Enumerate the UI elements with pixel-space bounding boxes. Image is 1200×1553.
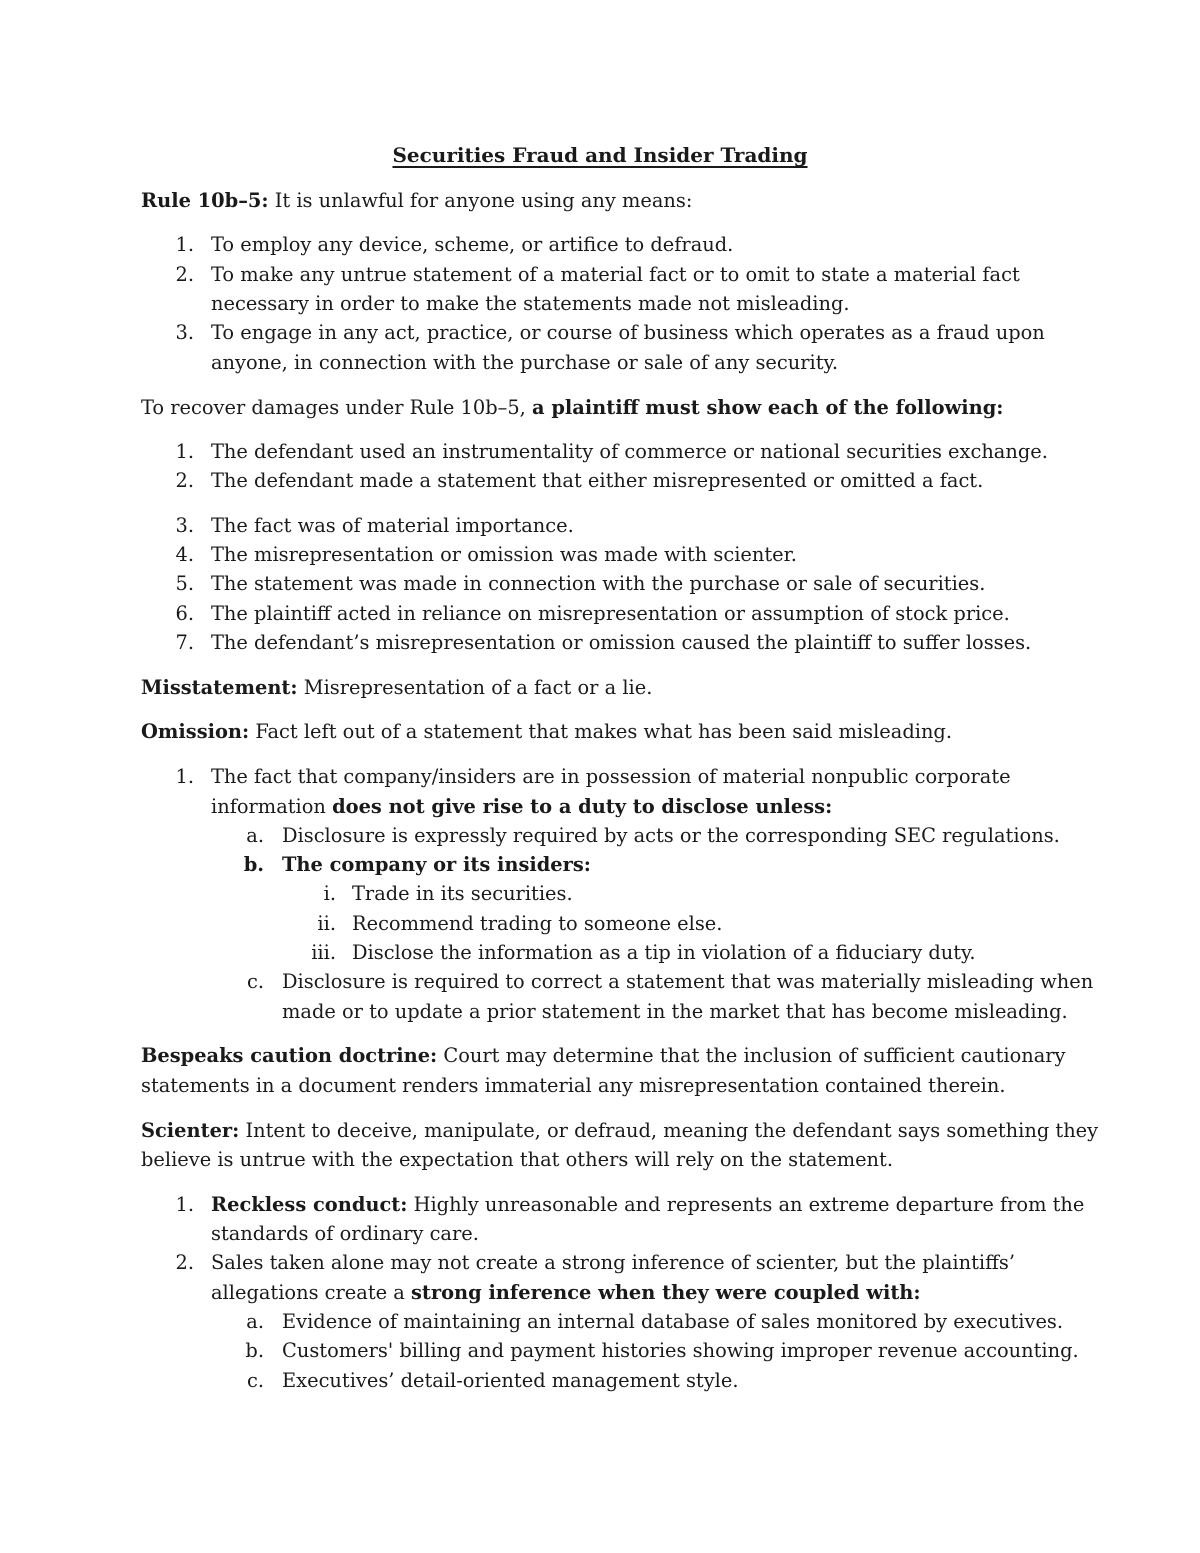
list-item: The misrepresentation or omission was made with scienter. xyxy=(211,543,797,566)
omission-text: Fact left out of a statement that makes what has been said misleading. xyxy=(249,720,953,743)
sub-list-item: Disclosure is expressly required by acts or the corresponding SEC regulations. xyxy=(282,824,1060,847)
recover-paragraph xyxy=(141,395,1003,421)
list-number: 5. xyxy=(175,572,194,595)
sub-list-letter: b. xyxy=(245,1339,264,1362)
list-number: 1. xyxy=(175,1193,194,1216)
misstatement-definition xyxy=(141,675,652,701)
list-item: The defendant’s misrepresentation or omission caused the plaintiff to suffer losses. xyxy=(211,631,1032,654)
rule-text: It is unlawful for anyone using any means: xyxy=(268,189,693,212)
allegations-bold: strong inference when they were coupled with: xyxy=(411,1281,921,1304)
list-item-continuation xyxy=(211,794,832,820)
sub-list-letter: a. xyxy=(246,824,264,847)
list-item-continuation: necessary in order to make the statements made not misleading. xyxy=(211,292,850,315)
list-item: The plaintiff acted in reliance on misrepresentation or assumption of stock price. xyxy=(211,602,1010,625)
list-number: 3. xyxy=(175,321,194,344)
list-item xyxy=(211,1192,1084,1218)
scienter-text: Intent to deceive, manipulate, or defraud, meaning the defendant says something they xyxy=(239,1119,1099,1142)
recover-bold: a plaintiff must show each of the following: xyxy=(532,396,1004,419)
sub-list-item: Evidence of maintaining an internal database of sales monitored by executives. xyxy=(282,1310,1064,1333)
list-item-continuation: standards of ordinary care. xyxy=(211,1222,479,1245)
rule-heading xyxy=(141,188,692,214)
omission-item-bold: does not give rise to a duty to disclose unless: xyxy=(332,795,833,818)
roman-list-item: Trade in its securities. xyxy=(352,882,573,905)
list-item: To make any untrue statement of a material fact or to omit to state a material fact xyxy=(211,263,1020,286)
recover-text: To recover damages under Rule 10b–5, xyxy=(141,396,533,419)
list-item: The defendant made a statement that either misrepresented or omitted a fact. xyxy=(211,469,984,492)
omission-definition xyxy=(141,719,952,745)
scienter-label: Scienter: xyxy=(141,1119,240,1142)
sub-list-letter: b. xyxy=(243,853,264,876)
list-number: 3. xyxy=(175,514,194,537)
sub-list-item: Executives’ detail-oriented management style. xyxy=(282,1369,739,1392)
sub-list-letter: a. xyxy=(246,1310,264,1333)
roman-list-item: Disclose the information as a tip in violation of a fiduciary duty. xyxy=(352,941,976,964)
misstatement-label: Misstatement: xyxy=(141,676,298,699)
reckless-text: Highly unreasonable and represents an extreme departure from the xyxy=(407,1193,1085,1216)
scienter-continuation: believe is untrue with the expectation that others will rely on the statement. xyxy=(141,1148,894,1171)
list-item: The fact was of material importance. xyxy=(211,514,574,537)
list-number: 4. xyxy=(175,543,194,566)
sub-list-letter: c. xyxy=(246,970,264,993)
list-number: 2. xyxy=(175,263,194,286)
list-item-continuation: anyone, in connection with the purchase or sale of any security. xyxy=(211,351,839,374)
bespeaks-text: Court may determine that the inclusion of sufficient cautionary xyxy=(437,1044,1066,1067)
roman-numeral: i. xyxy=(323,882,336,905)
sub-list-item: Customers' billing and payment histories showing improper revenue accounting. xyxy=(282,1339,1079,1362)
roman-numeral: iii. xyxy=(311,941,336,964)
misstatement-text: Misrepresentation of a fact or a lie. xyxy=(297,676,653,699)
scienter-definition xyxy=(141,1118,1098,1144)
list-item: The fact that company/insiders are in possession of material nonpublic corporate xyxy=(211,765,1011,788)
list-number: 1. xyxy=(175,233,194,256)
list-number: 1. xyxy=(175,765,194,788)
list-number: 7. xyxy=(175,631,194,654)
omission-label: Omission: xyxy=(141,720,250,743)
list-item: The defendant used an instrumentality of commerce or national securities exchange. xyxy=(211,440,1048,463)
list-number: 2. xyxy=(175,469,194,492)
list-item: To employ any device, scheme, or artifice to defraud. xyxy=(211,233,734,256)
bespeaks-definition xyxy=(141,1043,1066,1069)
reckless-label: Reckless conduct: xyxy=(211,1193,408,1216)
document-title: Securities Fraud and Insider Trading xyxy=(392,143,808,167)
list-number: 1. xyxy=(175,440,194,463)
list-number: 2. xyxy=(175,1251,194,1274)
bespeaks-label: Bespeaks caution doctrine: xyxy=(141,1044,438,1067)
sub-list-item-continuation: made or to update a prior statement in the market that has become misleading. xyxy=(282,1000,1068,1023)
list-item-continuation xyxy=(211,1280,921,1306)
roman-list-item: Recommend trading to someone else. xyxy=(352,912,723,935)
list-number: 6. xyxy=(175,602,194,625)
allegations-text: allegations create a xyxy=(211,1281,412,1304)
roman-numeral: ii. xyxy=(317,912,336,935)
list-item: The statement was made in connection with the purchase or sale of securities. xyxy=(211,572,986,595)
sub-list-item: The company or its insiders: xyxy=(282,853,591,876)
sub-list-letter: c. xyxy=(246,1369,264,1392)
list-item: Sales taken alone may not create a strong inference of scienter, but the plaintiffs’ xyxy=(211,1251,1016,1274)
omission-item-text: information xyxy=(211,795,333,818)
rule-label: Rule 10b–5: xyxy=(141,189,269,212)
sub-list-item: Disclosure is required to correct a statement that was materially misleading when xyxy=(282,970,1094,993)
bespeaks-continuation: statements in a document renders immaterial any misrepresentation contained therein. xyxy=(141,1074,1006,1097)
list-item: To engage in any act, practice, or course of business which operates as a fraud upon xyxy=(211,321,1045,344)
